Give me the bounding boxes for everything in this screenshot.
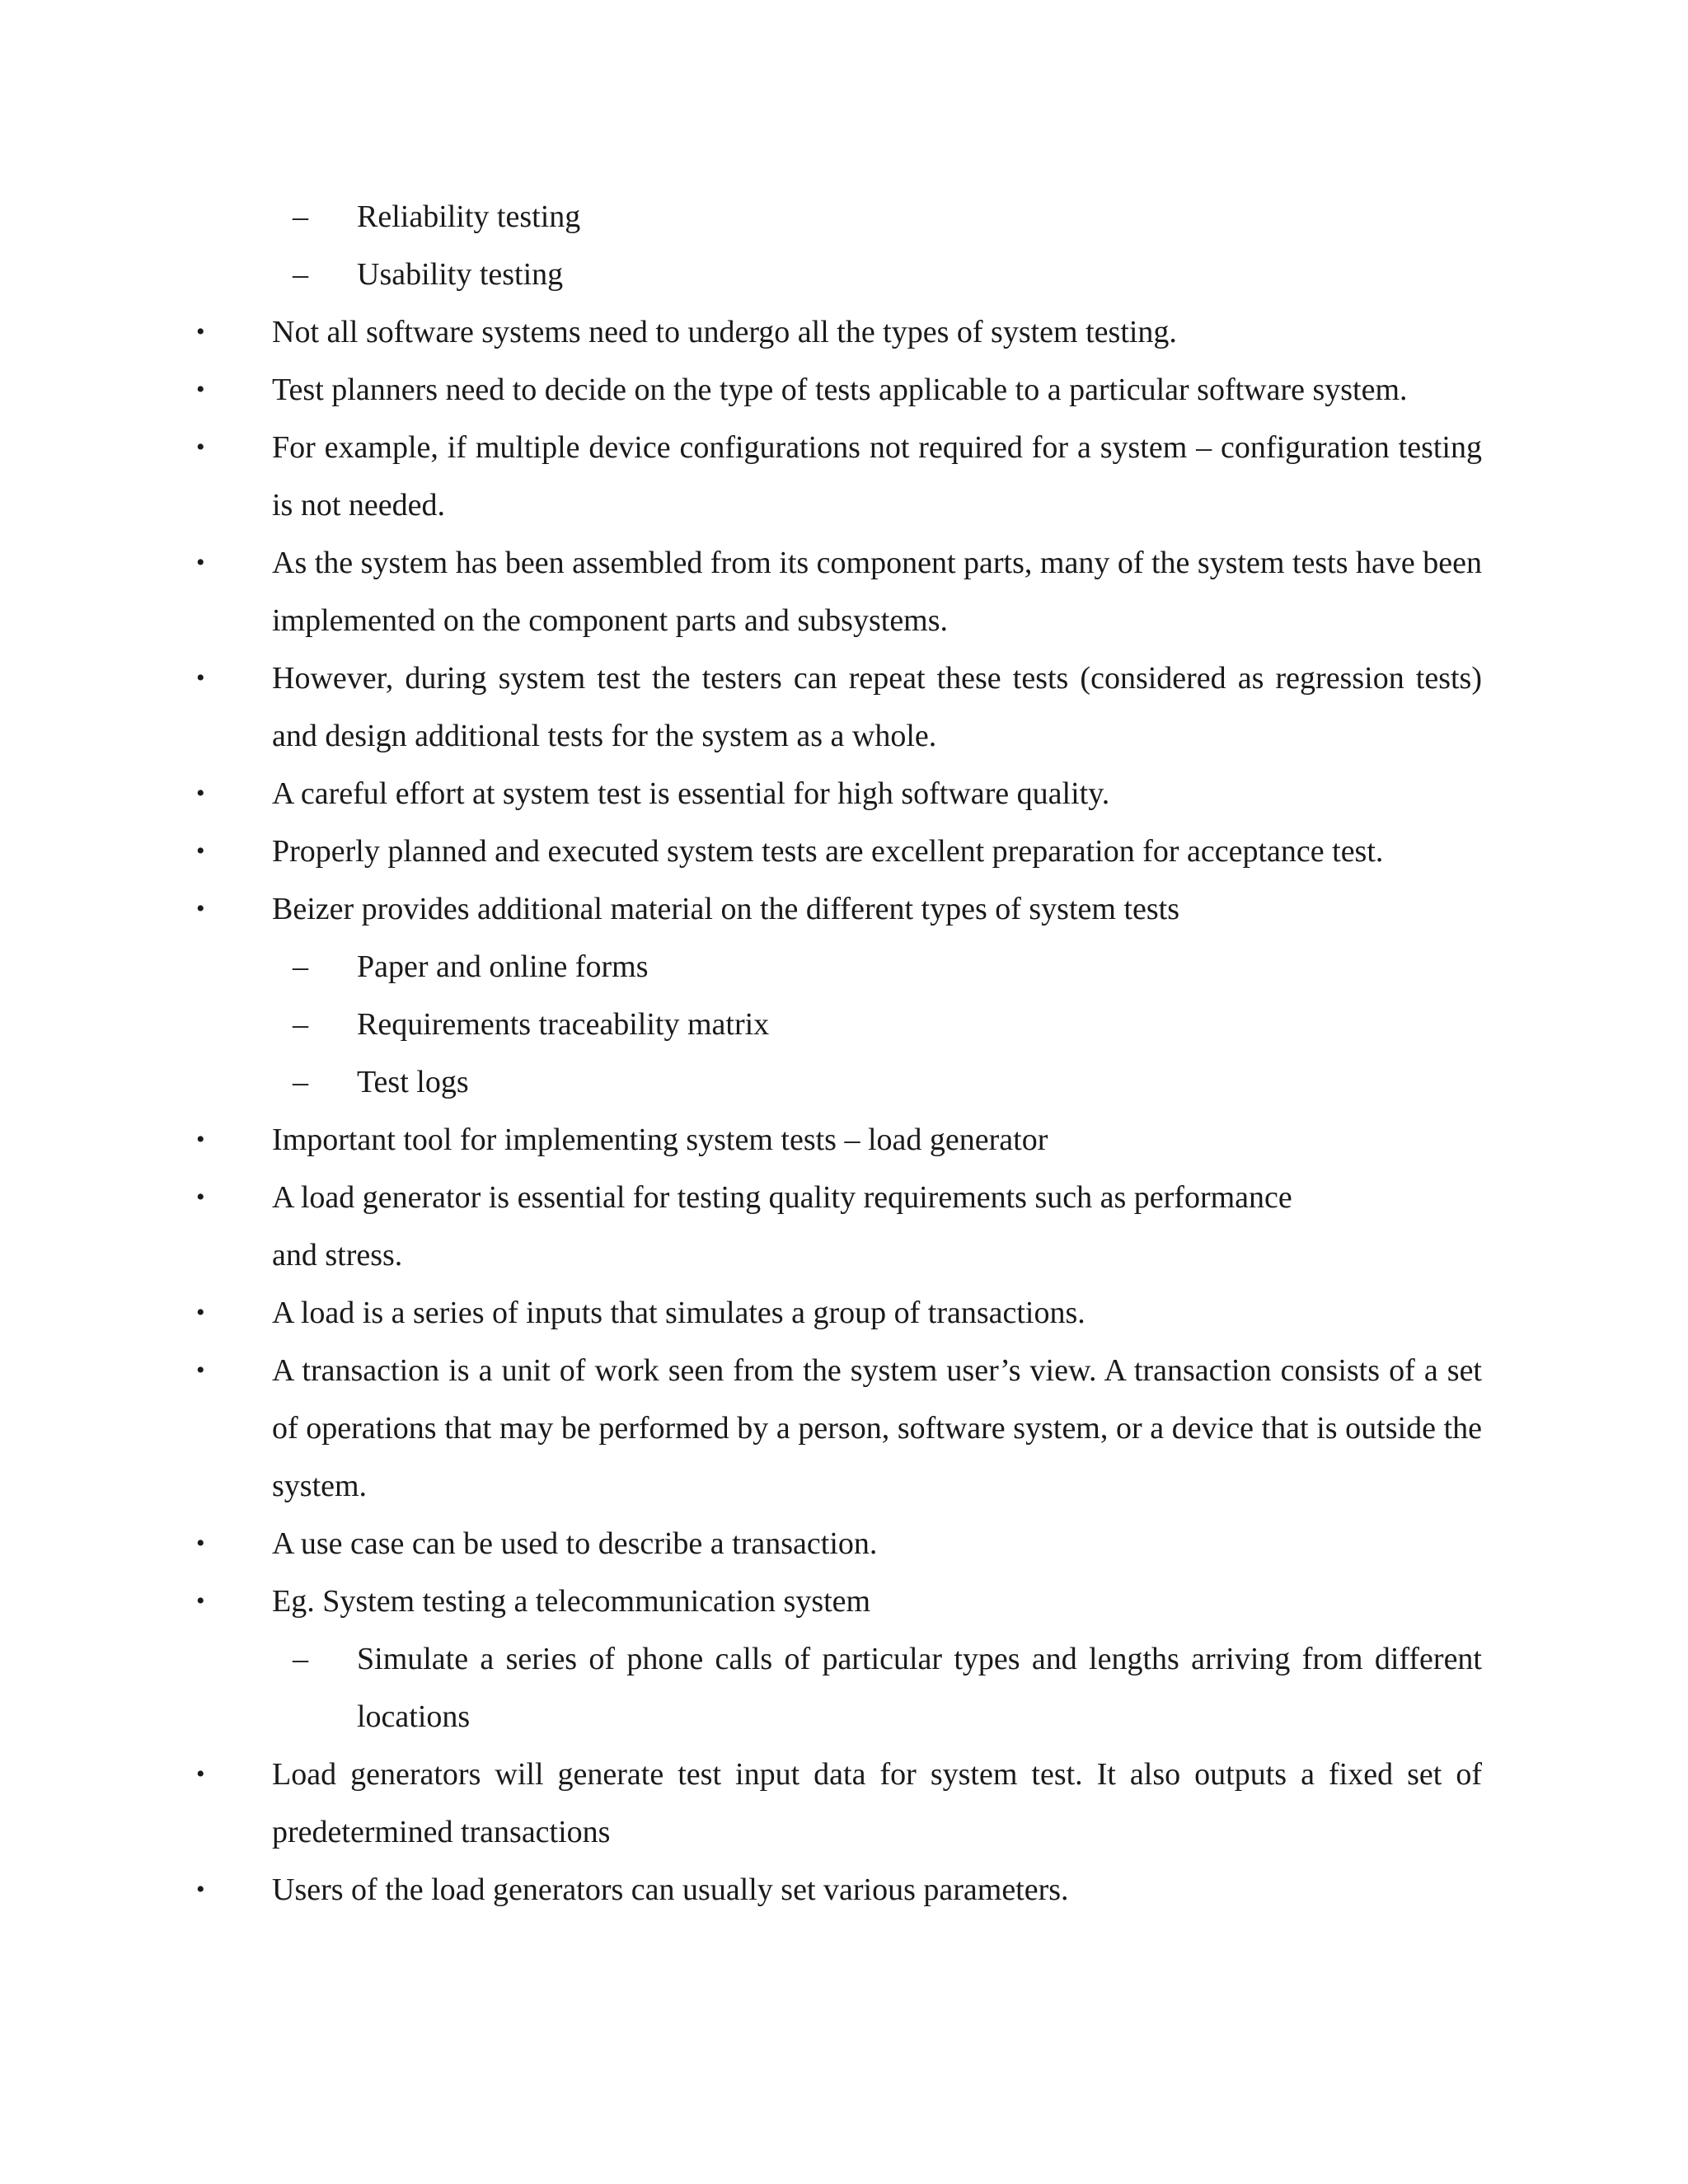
bullet-marker: • bbox=[196, 318, 205, 345]
list-item bbox=[196, 1053, 1482, 1111]
list-item-text: Usability testing bbox=[357, 257, 564, 292]
list-item bbox=[196, 1515, 1482, 1572]
list-item bbox=[196, 188, 1482, 246]
list-item-text: Beizer provides additional material on the different types of system tests bbox=[272, 892, 1179, 926]
list-item bbox=[196, 1284, 1482, 1342]
list-item-text: Simulate a series of phone calls of particular types and lengths arriving from different locations bbox=[357, 1642, 1482, 1734]
list-item bbox=[196, 1169, 1482, 1284]
list-item-text: Not all software systems need to undergo all the types of system testing. bbox=[272, 315, 1177, 349]
dash-marker: – bbox=[293, 949, 308, 984]
bullet-marker: • bbox=[196, 664, 205, 691]
dash-marker: – bbox=[293, 257, 308, 292]
bullet-marker: • bbox=[196, 895, 205, 922]
bullet-marker: • bbox=[196, 1183, 205, 1211]
list-item bbox=[196, 1861, 1482, 1919]
list-item-text: Important tool for implementing system tests – load generator bbox=[272, 1122, 1048, 1157]
list-item bbox=[196, 649, 1482, 765]
list-item bbox=[196, 1342, 1482, 1515]
dash-marker: – bbox=[293, 1642, 308, 1676]
bullet-marker: • bbox=[196, 1126, 205, 1153]
bullet-marker: • bbox=[196, 1530, 205, 1557]
list-item bbox=[196, 765, 1482, 823]
list-item-text: Paper and online forms bbox=[357, 949, 649, 984]
bullet-marker: • bbox=[196, 1357, 205, 1384]
list-item-text: As the system has been assembled from its component parts, many of the system tests have been implemented on the component parts and subsystems. bbox=[272, 546, 1482, 638]
list-item-text: A use case can be used to describe a transaction. bbox=[272, 1526, 878, 1561]
dash-marker: – bbox=[293, 1065, 308, 1099]
list-item bbox=[196, 534, 1482, 649]
list-item bbox=[196, 823, 1482, 880]
list-item bbox=[196, 996, 1482, 1053]
list-item-text: A load generator is essential for testing quality requirements such as performance and stress. bbox=[272, 1180, 1292, 1272]
list-item-text: A transaction is a unit of work seen from the system user’s view. A transaction consists of a set of operations that may be performed by a person, software system, or a device that is outside the system. bbox=[272, 1353, 1482, 1503]
list-item bbox=[196, 1111, 1482, 1169]
list-item-text: Eg. System testing a telecommunication system bbox=[272, 1584, 871, 1619]
bullet-marker: • bbox=[196, 1587, 205, 1615]
list-item bbox=[196, 303, 1482, 361]
dash-marker: – bbox=[293, 1007, 308, 1042]
list-item-text: Reliability testing bbox=[357, 199, 581, 234]
list-item-text: Load generators will generate test input data for system test. It also outputs a fixed set of predetermined transactions bbox=[272, 1757, 1482, 1849]
list-item-text: Properly planned and executed system tests are excellent preparation for acceptance test. bbox=[272, 834, 1384, 869]
list-item bbox=[196, 361, 1482, 419]
bullet-list bbox=[196, 188, 1482, 1919]
bullet-marker: • bbox=[196, 549, 205, 576]
list-item bbox=[196, 880, 1482, 938]
list-item-text: For example, if multiple device configurations not required for a system – configuration testing is not needed. bbox=[272, 430, 1482, 523]
bullet-marker: • bbox=[196, 434, 205, 461]
list-item bbox=[196, 1630, 1482, 1746]
list-item-text: A load is a series of inputs that simulates a group of transactions. bbox=[272, 1296, 1085, 1330]
list-item-text: Test logs bbox=[357, 1065, 469, 1099]
list-item-text: Requirements traceability matrix bbox=[357, 1007, 770, 1042]
list-item-text: Test planners need to decide on the type of tests applicable to a particular software system. bbox=[272, 373, 1408, 407]
bullet-marker: • bbox=[196, 1760, 205, 1788]
list-item bbox=[196, 419, 1482, 534]
list-item-text: A careful effort at system test is essential for high software quality. bbox=[272, 776, 1110, 811]
dash-marker: – bbox=[293, 199, 308, 234]
bullet-marker: • bbox=[196, 1299, 205, 1326]
bullet-marker: • bbox=[196, 837, 205, 865]
bullet-marker: • bbox=[196, 376, 205, 403]
list-item-text: However, during system test the testers can repeat these tests (considered as regression tests) and design additional tests for the system as a whole. bbox=[272, 661, 1482, 753]
list-item bbox=[196, 938, 1482, 996]
list-item-text: Users of the load generators can usually set various parameters. bbox=[272, 1872, 1069, 1907]
list-item bbox=[196, 1746, 1482, 1861]
bullet-marker: • bbox=[196, 780, 205, 807]
bullet-marker: • bbox=[196, 1876, 205, 1903]
list-item bbox=[196, 1572, 1482, 1630]
list-item bbox=[196, 246, 1482, 303]
